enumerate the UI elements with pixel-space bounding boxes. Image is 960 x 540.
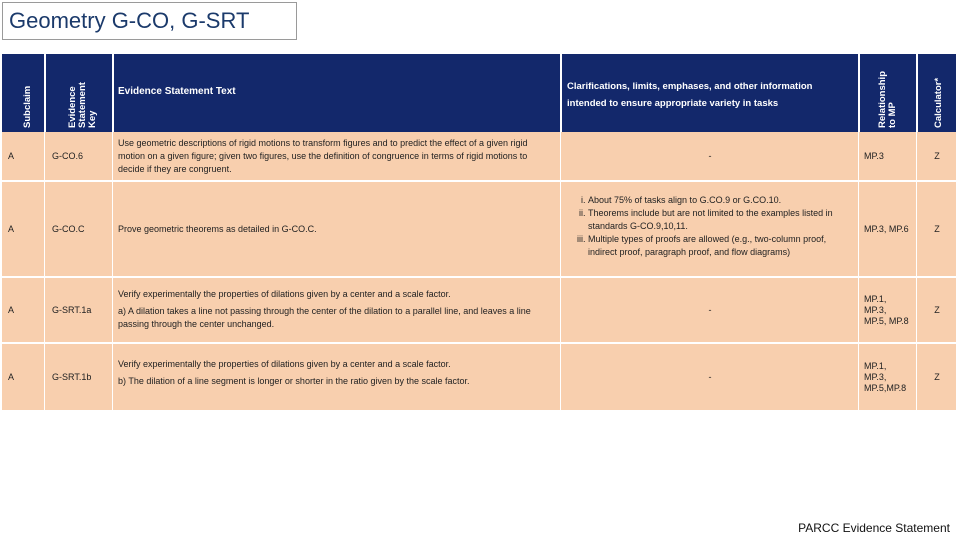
header-subclaim xyxy=(2,54,44,132)
text-line-1: Verify experimentally the properties of dilations given by a center and a scale factor. xyxy=(118,289,451,299)
header-key-label: Evidence Statement Key xyxy=(67,82,98,128)
table-row xyxy=(2,132,956,180)
list-item: ii. Theorems include but are not limited to the examples listed in standards G-CO.9,10,11. xyxy=(588,207,856,233)
cell-subclaim: A xyxy=(8,223,15,234)
cell-calculator: Z xyxy=(934,371,940,382)
header-mp-label: Relationship to MP xyxy=(877,70,898,128)
cell-mp: MP.3 xyxy=(864,150,884,161)
cell-calculator: Z xyxy=(934,304,940,315)
cell-clarification: - xyxy=(708,150,712,161)
cell-mp: MP.3, MP.6 xyxy=(864,223,909,234)
page-title: Geometry G-CO, G-SRT xyxy=(2,2,297,40)
cell-subclaim: A xyxy=(8,304,15,315)
header-calculator-label: Calculator* xyxy=(933,77,944,128)
text-line-2: a) A dilation takes a line not passing through the center of the dilation to a parallel line, and leaves a line passing through the center unchanged. xyxy=(118,306,531,329)
cell-key: G-SRT.1b xyxy=(52,371,92,382)
header-clarifications: Clarifications, limits, emphases, and other information intended to ensure appropriate variety in tasks xyxy=(567,81,813,109)
footer-source: PARCC Evidence Statement xyxy=(798,521,950,535)
cell-key: G-SRT.1a xyxy=(52,304,92,315)
cell-text xyxy=(114,344,560,410)
cell-text: Prove geometric theorems as detailed in G-CO.C. xyxy=(118,223,317,234)
table-row xyxy=(2,182,956,276)
cell-clarification: - xyxy=(708,304,712,315)
table-row xyxy=(2,278,956,342)
cell-clarification: - xyxy=(708,371,712,382)
clarification-list xyxy=(564,194,856,259)
header-text: Evidence Statement Text xyxy=(118,86,236,97)
cell-mp: MP.1, MP.3, MP.5,MP.8 xyxy=(864,360,907,393)
table-row xyxy=(2,344,956,410)
cell-text: Use geometric descriptions of rigid motions to transform figures and to predict the effect of a given rigid motion on a given figure; given two figures, use the definition of congruence in terms of rigid motions to decide if they are congruent. xyxy=(118,138,528,174)
cell-subclaim: A xyxy=(8,150,15,161)
cell-key: G-CO.6 xyxy=(52,150,84,161)
text-line-2: b) The dilation of a line segment is longer or shorter in the ratio given by the scale factor. xyxy=(118,376,470,386)
header-key xyxy=(46,54,112,132)
table-header xyxy=(2,54,956,132)
list-item: iii. Multiple types of proofs are allowed (e.g., two-column proof, indirect proof, paragraph proof, and flow diagrams) xyxy=(588,233,856,259)
header-mp xyxy=(860,54,916,132)
cell-calculator: Z xyxy=(934,223,940,234)
cell-mp: MP.1, MP.3, MP.5, MP.8 xyxy=(864,293,909,326)
text-line-1: Verify experimentally the properties of dilations given by a center and a scale factor. xyxy=(118,359,451,369)
list-item: i. About 75% of tasks align to G.CO.9 or G.CO.10. xyxy=(588,194,856,207)
cell-key: G-CO.C xyxy=(52,223,85,234)
cell-text xyxy=(114,278,560,342)
cell-clarification xyxy=(562,182,858,276)
header-subclaim-label: Subclaim xyxy=(22,85,33,128)
cell-subclaim: A xyxy=(8,371,15,382)
cell-calculator: Z xyxy=(934,150,940,161)
header-calculator xyxy=(918,54,956,132)
